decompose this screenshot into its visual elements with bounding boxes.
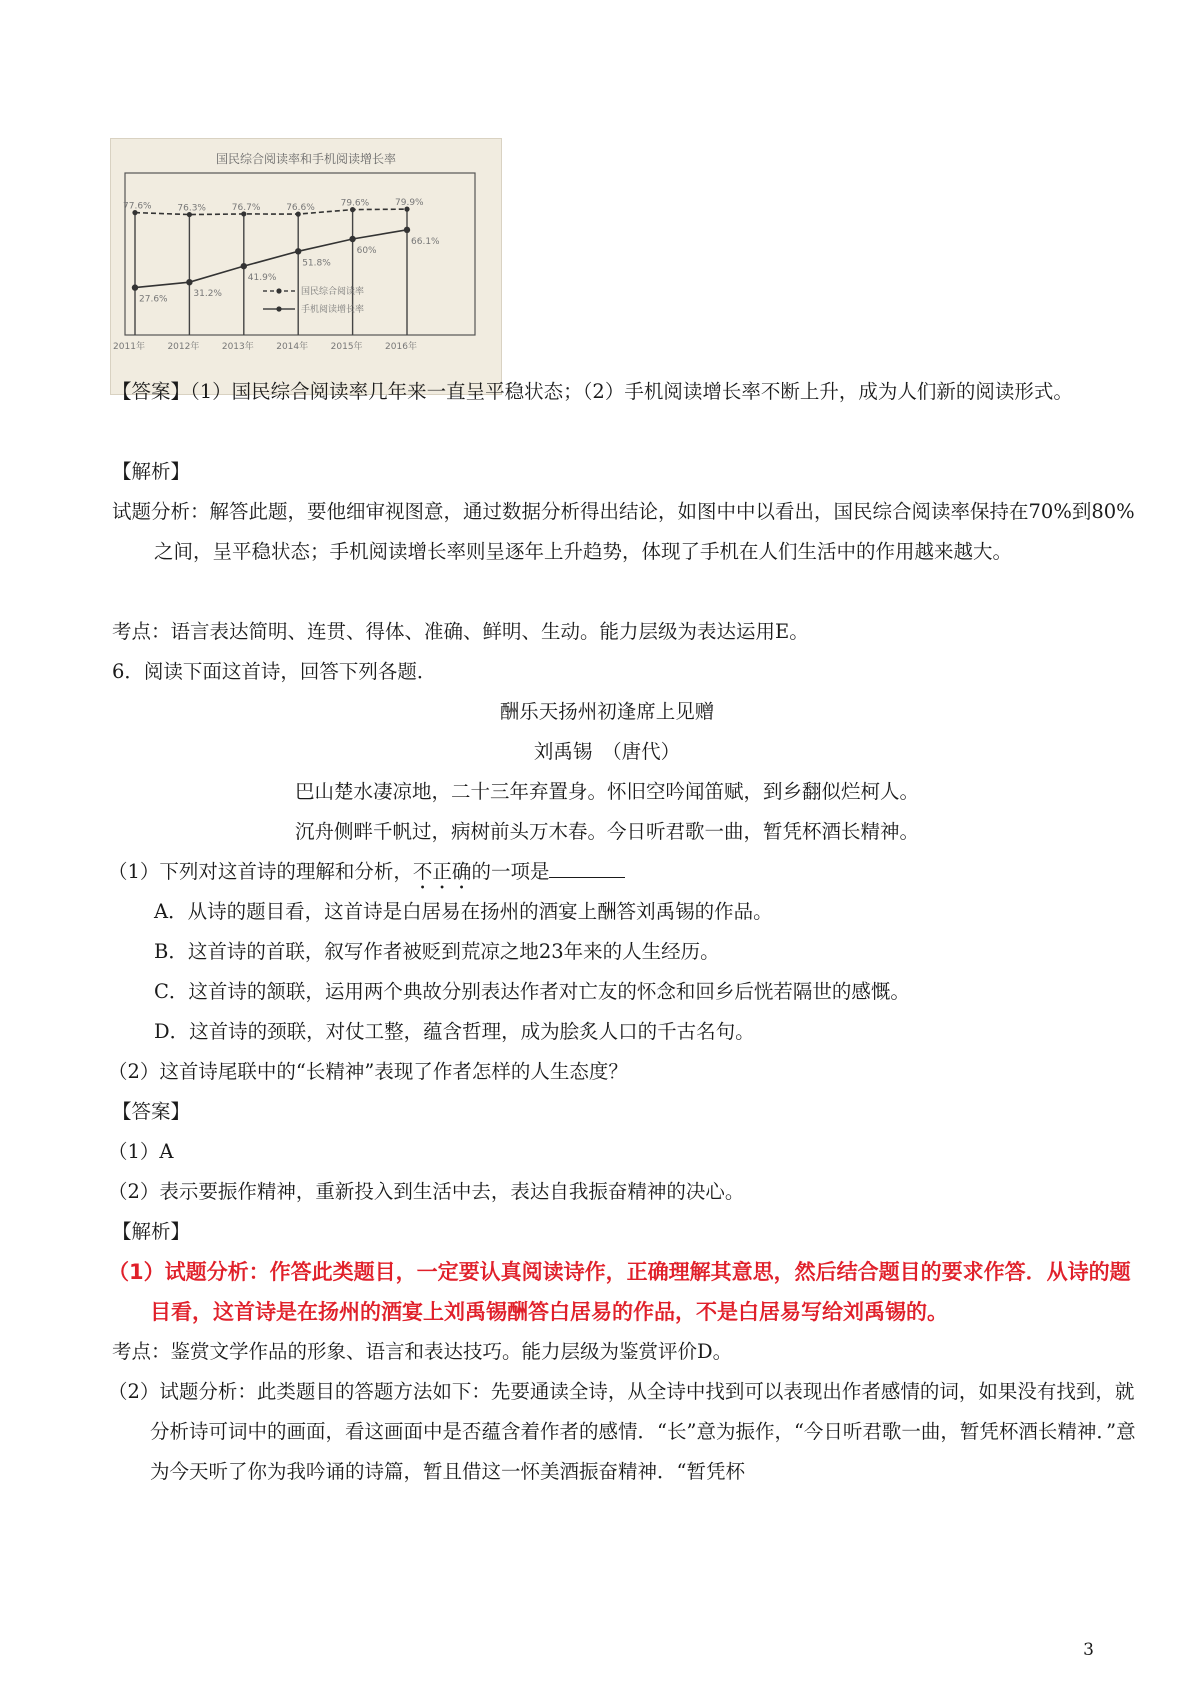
series-1-data-label-4: 60% xyxy=(356,246,377,256)
option-c: C．这首诗的颔联，运用两个典故分别表达作者对亡友的怀念和回乡后恍若隔世的感慨。 xyxy=(154,980,910,1003)
q6-analysis-2-text: （2）试题分析：此类题目的答题方法如下：先要通读全诗，从全诗中找到可以表现出作者感情的词，如果没有找到，就分析诗可词中的画面，看这画面中是否蕴含着作者的感情．“长”意为振作，“今日听君歌一曲，暂凭杯酒长精神．”意为今天听了你为我吟诵的诗篇，暂且借这一怀美酒振奋精神．“暂凭杯 xyxy=(108,1380,1136,1483)
x-tick-label-2: 2013年 xyxy=(221,342,254,352)
poem-title: 酬乐天扬州初逢席上见赠 xyxy=(499,700,715,723)
q5-answer xyxy=(112,372,1144,412)
answer-blank[interactable] xyxy=(549,859,625,878)
option-b: B．这首诗的首联，叙写作者被贬到荒凉之地23年来的人生经历。 xyxy=(154,940,720,963)
x-tick-label-1: 2012年 xyxy=(167,342,200,352)
series-0-data-label-4: 79.6% xyxy=(340,198,370,209)
q6-answer-2: （2）表示要振作精神，重新投入到生活中去，表达自我振奋精神的决心。 xyxy=(108,1180,745,1203)
series-1-data-label-3: 51.8% xyxy=(302,258,331,269)
series-0-data-label-3: 76.6% xyxy=(286,203,315,214)
q5-analysis-title: 【解析】 xyxy=(112,460,191,483)
legend-label-1: 手机阅读增长率 xyxy=(301,305,365,315)
legend-label-0: 国民综合阅读率 xyxy=(301,287,365,297)
series-1-point-3 xyxy=(295,248,301,254)
q6-analysis-2 xyxy=(108,1372,1140,1492)
q6-answer-title: 【答案】 xyxy=(112,1100,191,1123)
x-tick-label-0: 2011年 xyxy=(113,342,145,352)
x-tick-label-4: 2015年 xyxy=(330,342,363,352)
q6-analysis-1-text: （1）试题分析：作答此类题目，一定要认真阅读诗作，正确理解其意思，然后结合题目的要求作答．从诗的题目看，这首诗是在扬州的酒宴上刘禹锡酬答白居易的作品，不是白居易写给刘禹锡的。 xyxy=(108,1260,1131,1324)
series-1-point-0 xyxy=(132,284,138,290)
series-0-data-label-2: 76.7% xyxy=(231,202,261,213)
chart-svg xyxy=(111,139,501,394)
q6-kaodian-1: 考点：鉴赏文学作品的形象、语言和表达技巧。能力层级为鉴赏评价D。 xyxy=(112,1340,733,1363)
series-1-data-label-2: 41.9% xyxy=(247,273,277,284)
option-d: D．这首诗的颈联，对仗工整，蕴含哲理，成为脍炙人口的千古名句。 xyxy=(154,1020,755,1043)
chart-title: 国民综合阅读率和手机阅读增长率 xyxy=(215,152,397,166)
legend-marker-1 xyxy=(276,306,281,311)
q6-analysis-title: 【解析】 xyxy=(112,1220,191,1243)
reading-rate-chart xyxy=(110,138,502,395)
series-1-data-label-0: 27.6% xyxy=(139,294,168,305)
page-number: 3 xyxy=(1083,1640,1094,1660)
series-1-point-1 xyxy=(186,279,192,285)
series-1-point-4 xyxy=(349,236,355,242)
poem-line-1: 巴山楚水凄凉地，二十三年弃置身。怀旧空吟闻笛赋，到乡翻似烂柯人。 xyxy=(294,780,919,803)
q5-analysis xyxy=(112,492,1144,572)
q6-sub1-after: 的一项是 xyxy=(471,860,550,883)
series-1-data-label-5: 66.1% xyxy=(411,236,440,247)
series-1-data-label-1: 31.2% xyxy=(193,289,222,300)
q6-sub1 xyxy=(108,852,1098,894)
series-0-data-label-1: 76.3% xyxy=(177,203,206,214)
q6-answer-1: （1）A xyxy=(108,1140,174,1163)
poem-author: 刘禹锡 （唐代） xyxy=(533,740,681,763)
q6-sub1-before: （1）下列对这首诗的理解和分析， xyxy=(108,860,413,883)
q6-stem: 6．阅读下面这首诗，回答下列各题． xyxy=(112,660,437,683)
q6-analysis-1 xyxy=(108,1252,1140,1332)
x-tick-label-3: 2014年 xyxy=(276,342,309,352)
poem-line-2: 沉舟侧畔千帆过，病树前头万木春。今日听君歌一曲，暂凭杯酒长精神。 xyxy=(294,820,919,843)
series-0-data-label-0: 77.6% xyxy=(123,201,152,212)
q5-analysis-text: 试题分析：解答此题，要他细审视图意，通过数据分析得出结论，如图中中以看出，国民综合阅读率保持在70%到80%之间，呈平稳状态；手机阅读增长率则呈逐年上升趋势，体现了手机在人们生活中的作用越来越大。 xyxy=(112,500,1135,563)
q6-sub1-emphasis: 不正确 xyxy=(412,860,472,883)
option-a: A．从诗的题目看，这首诗是白居易在扬州的酒宴上酬答刘禹锡的作品。 xyxy=(154,900,773,923)
series-0-data-label-5: 79.9% xyxy=(395,198,424,209)
q6-sub2: （2）这首诗尾联中的“长精神”表现了作者怎样的人生态度？ xyxy=(108,1060,628,1083)
q5-answer-text: 【答案】（1）国民综合阅读率几年来一直呈平稳状态；（2）手机阅读增长率不断上升，成为人们新的阅读形式。 xyxy=(112,380,1073,403)
x-tick-label-5: 2016年 xyxy=(385,342,417,352)
q5-kaodian: 考点：语言表达简明、连贯、得体、准确、鲜明、生动。能力层级为表达运用E。 xyxy=(112,620,809,643)
legend-marker-0 xyxy=(276,288,281,293)
series-1-point-5 xyxy=(404,227,410,233)
series-1-point-2 xyxy=(241,263,247,269)
series-line-0 xyxy=(135,209,407,214)
